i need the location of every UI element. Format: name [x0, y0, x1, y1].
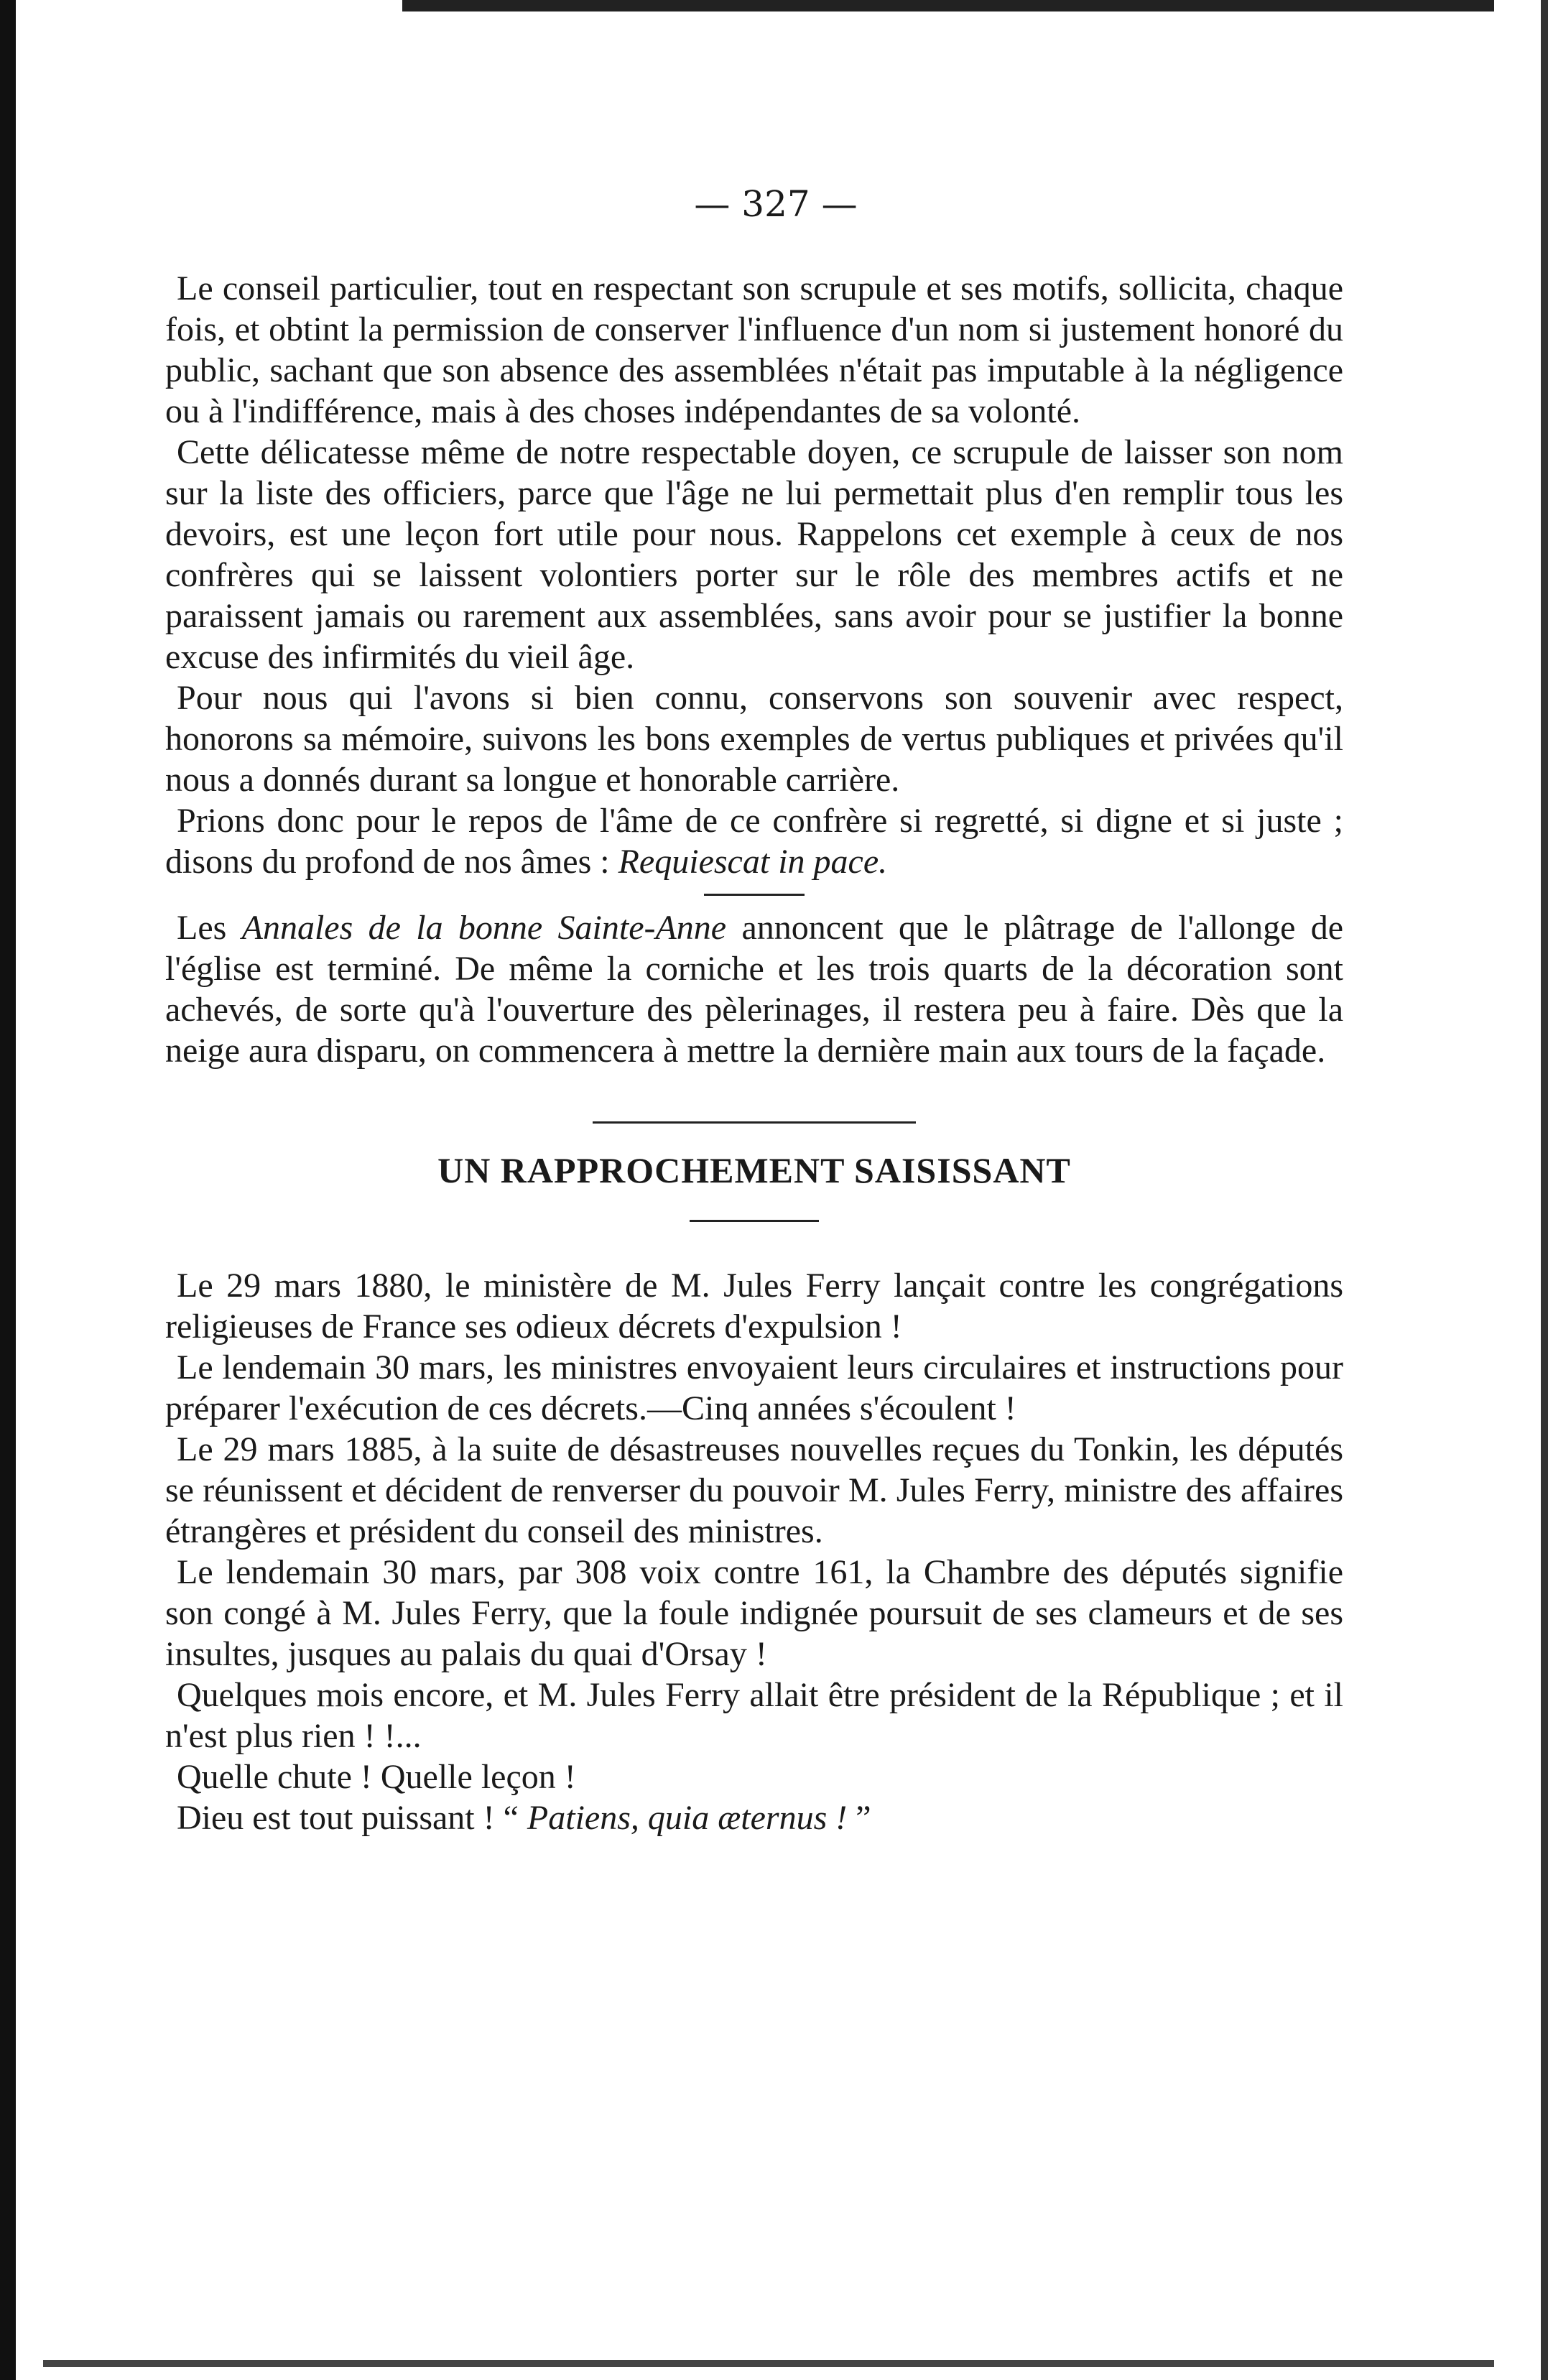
paragraph: [165, 907, 1343, 1071]
latin-phrase: Patiens, quia æternus !: [527, 1799, 848, 1837]
paragraph: Le 29 mars 1880, le ministère de M. Jules Ferry lançait contre les congrégations religieuses de France ses odieux décrets d'expulsion !: [165, 1267, 1343, 1346]
page-content: [165, 183, 1343, 1838]
paragraph: Le 29 mars 1885, à la suite de désastreuses nouvelles reçues du Tonkin, les députés se réunissent et décident de renverser du pouvoir M. Jules Ferry, ministre des affaires étrangères et président du conseil des ministres.: [165, 1430, 1343, 1550]
paragraph: [165, 1797, 1343, 1838]
scan-edge-bottom: [43, 2360, 1494, 2367]
paragraph: [165, 800, 1343, 882]
paragraph-text: Dieu est tout puissant ! “: [177, 1799, 519, 1837]
scan-edge-top: [402, 0, 1494, 11]
article-obituary: [165, 268, 1343, 882]
publication-title: Annales de la bonne Sainte-Anne: [241, 909, 727, 947]
separator: [704, 894, 805, 896]
paragraph-lead: Les: [177, 909, 227, 947]
paragraph: Le conseil particulier, tout en respectant son scrupule et ses motifs, sollicita, chaque fois, et obtint la permission de conserver l'influence d'un nom si justement honoré du public, sachant que son absence des assemblées n'était pas imputable à la négligence ou à l'indifférence, mais à des choses indépendantes de sa volonté.: [165, 269, 1343, 430]
paragraph: Le lendemain 30 mars, les ministres envoyaient leurs circulaires et instructions pour préparer l'exécution de ces décrets.—Cinq années s'écoulent !: [165, 1348, 1343, 1427]
scan-edge-left: [0, 0, 16, 2380]
paragraph: Quelques mois encore, et M. Jules Ferry allait être président de la République ; et il n'est plus rien ! !...: [165, 1676, 1343, 1755]
section-heading: UN RAPPROCHEMENT SAISISSANT: [437, 1150, 1071, 1190]
article-rapprochement: [165, 1265, 1343, 1838]
paragraph-text: Prions donc pour le repos de l'âme de ce confrère si regretté, si digne et si juste ; disons du profond de nos âmes :: [165, 802, 1343, 881]
latin-phrase: Requiescat in pace.: [618, 843, 888, 881]
scan-edge-right: [1541, 0, 1548, 2380]
separator: [690, 1220, 819, 1222]
paragraph: Quelle chute ! Quelle leçon !: [177, 1758, 576, 1796]
separator: [593, 1121, 916, 1124]
paragraph-text: annoncent que le plâtrage de l'allonge de l'église est terminé. De même la corniche et les trois quarts de la décoration sont achevés, de sorte qu'à l'ouverture des pèlerinages, il restera peu à faire. Dès que la neige aura disparu, on commencera à mettre la dernière main aux tours de la façade.: [165, 909, 1344, 1070]
paragraph: Le lendemain 30 mars, par 308 voix contre 161, la Chambre des députés signifie son congé à M. Jules Ferry, que la foule indignée poursuit de ses clameurs et de ses insultes, jusques au palais du quai d'Orsay !: [165, 1553, 1343, 1673]
page-number: — 327 —: [694, 183, 858, 225]
article-annales: [165, 907, 1343, 1071]
closing-quote: ”: [856, 1799, 871, 1837]
paragraph: Pour nous qui l'avons si bien connu, conservons son souvenir avec respect, honorons sa mémoire, suivons les bons exemples de vertus publiques et privées qu'il nous a donnés durant sa longue et honorable carrière.: [165, 679, 1343, 799]
paragraph: Cette délicatesse même de notre respectable doyen, ce scrupule de laisser son nom sur la liste des officiers, parce que l'âge ne lui permettait plus d'en remplir tous les devoirs, est une leçon fort utile pour nous. Rappelons cet exemple à ceux de nos confrères qui se laissent volontiers porter sur le rôle des membres actifs et ne paraissent jamais ou rarement aux assemblées, sans avoir pour se justifier la bonne excuse des infirmités du vieil âge.: [165, 433, 1343, 676]
